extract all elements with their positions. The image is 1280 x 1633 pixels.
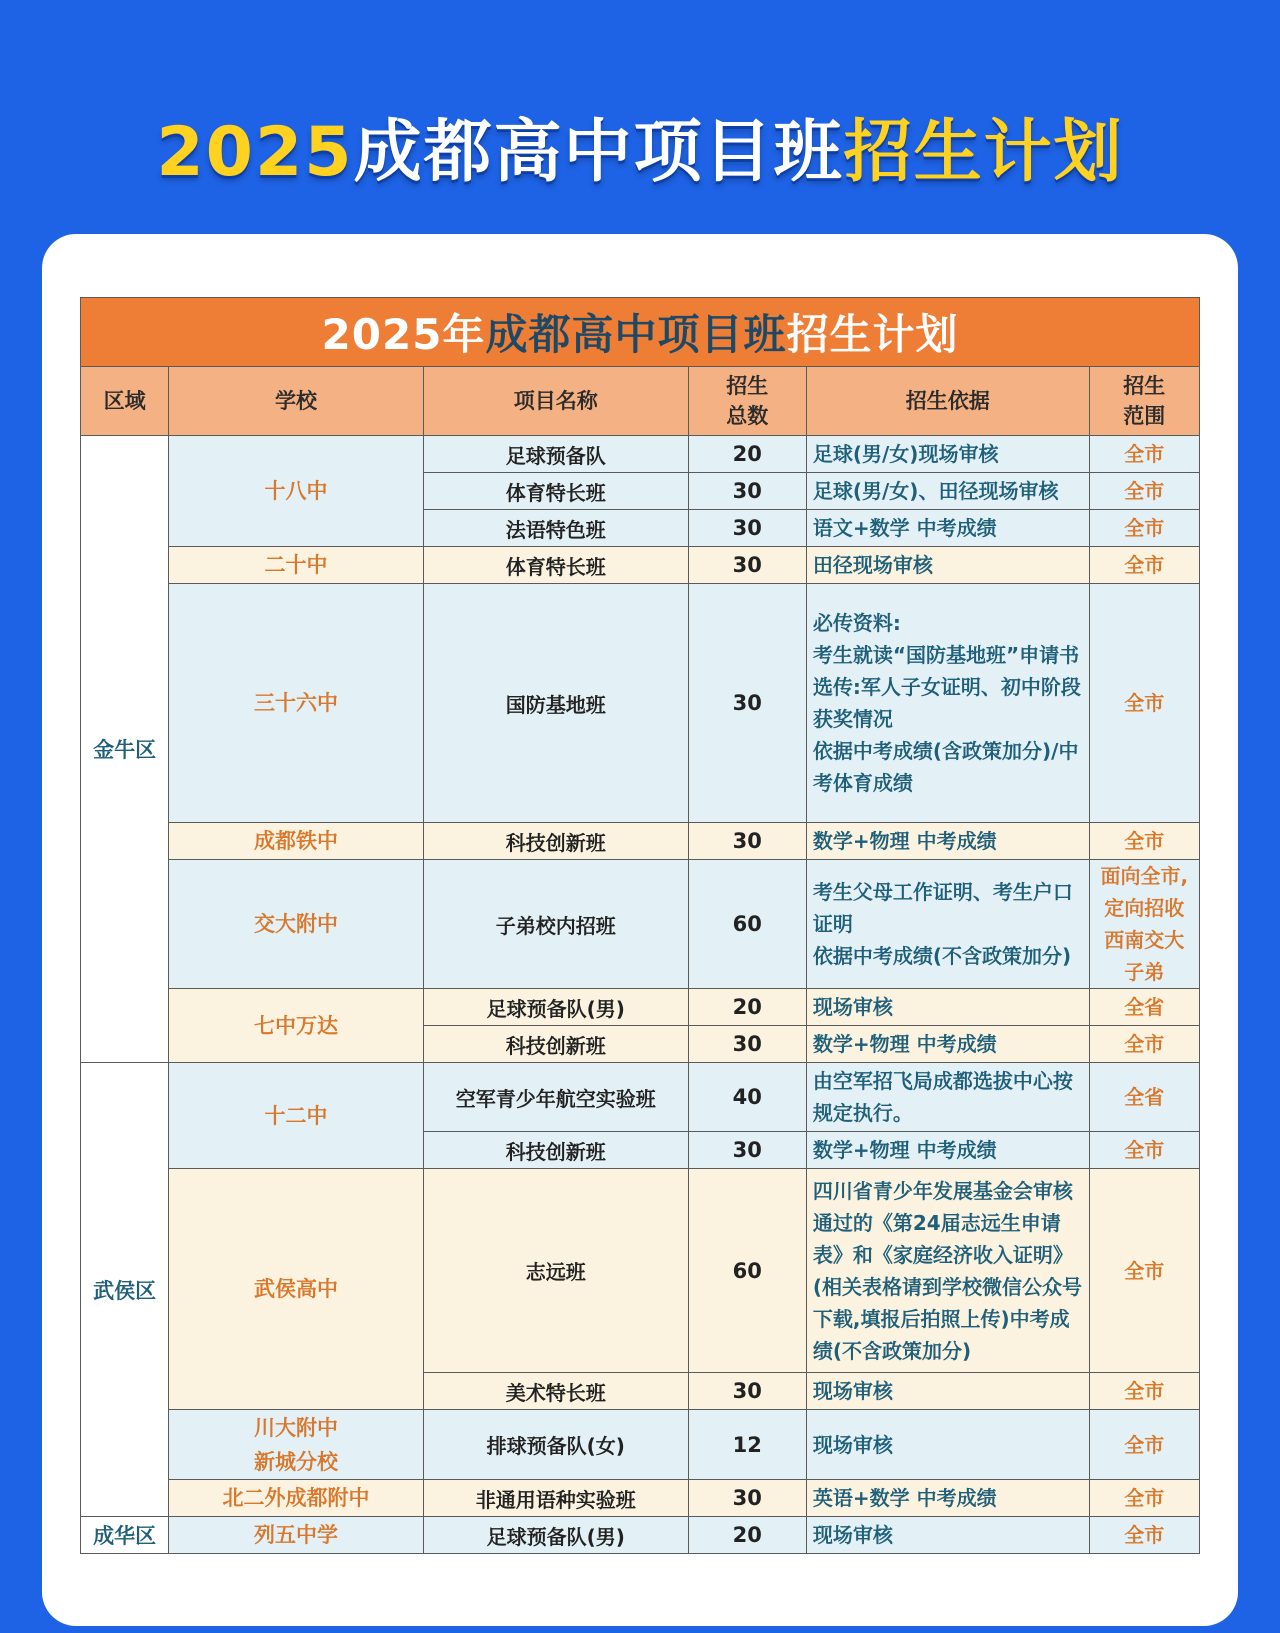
school-cell: 北二外成都附中 [169, 1480, 424, 1517]
basis-cell: 语文+数学 中考成绩 [806, 510, 1089, 547]
count-cell: 30 [688, 1373, 806, 1410]
school-cell: 列五中学 [169, 1517, 424, 1554]
school-cell: 三十六中 [169, 584, 424, 823]
basis-cell: 田径现场审核 [806, 547, 1089, 584]
count-cell: 30 [688, 473, 806, 510]
count-cell: 20 [688, 1517, 806, 1554]
school-cell: 成都铁中 [169, 823, 424, 860]
table-row [81, 860, 1200, 989]
project-cell: 志远班 [423, 1169, 688, 1373]
basis-cell: 由空军招飞局成都选拔中心按规定执行。 [806, 1063, 1089, 1132]
school-cell: 七中万达 [169, 989, 424, 1063]
count-cell: 30 [688, 584, 806, 823]
scope-cell: 全市 [1089, 473, 1199, 510]
count-cell: 60 [688, 1169, 806, 1373]
scope-cell: 全省 [1089, 1063, 1199, 1132]
school-cell: 交大附中 [169, 860, 424, 989]
region-cell: 武侯区 [81, 1063, 169, 1517]
scope-cell: 全市 [1089, 823, 1199, 860]
basis-cell: 现场审核 [806, 989, 1089, 1026]
count-cell: 30 [688, 1026, 806, 1063]
basis-cell: 必传资料: 考生就读“国防基地班”申请书 选传:军人子女证明、初中阶段获奖情况 依据中考成绩(含政策加分)/中考体育成绩 [806, 584, 1089, 823]
basis-cell: 英语+数学 中考成绩 [806, 1480, 1089, 1517]
table-title: 2025年成都高中项目班招生计划 [81, 298, 1200, 367]
count-cell: 30 [688, 823, 806, 860]
scope-cell: 全市 [1089, 1410, 1199, 1480]
project-cell: 足球预备队(男) [423, 1517, 688, 1554]
scope-cell: 全市 [1089, 1373, 1199, 1410]
region-cell: 成华区 [81, 1517, 169, 1554]
scope-cell: 面向全市,定向招收西南交大子弟 [1089, 860, 1199, 989]
project-cell: 体育特长班 [423, 547, 688, 584]
page-title: 2025成都高中项目班招生计划 [156, 113, 1124, 192]
school-cell: 川大附中 新城分校 [169, 1410, 424, 1480]
scope-cell: 全市 [1089, 1517, 1199, 1554]
project-cell: 空军青少年航空实验班 [423, 1063, 688, 1132]
count-cell: 30 [688, 1480, 806, 1517]
basis-cell: 数学+物理 中考成绩 [806, 1132, 1089, 1169]
table-row [81, 436, 1200, 473]
count-cell: 30 [688, 510, 806, 547]
project-cell: 排球预备队(女) [423, 1410, 688, 1480]
table-row [81, 1480, 1200, 1517]
project-cell: 科技创新班 [423, 1026, 688, 1063]
school-cell: 十二中 [169, 1063, 424, 1169]
project-cell: 美术特长班 [423, 1373, 688, 1410]
project-cell: 科技创新班 [423, 823, 688, 860]
basis-cell: 数学+物理 中考成绩 [806, 1026, 1089, 1063]
scope-cell: 全市 [1089, 1169, 1199, 1373]
count-cell: 30 [688, 1132, 806, 1169]
project-cell: 法语特色班 [423, 510, 688, 547]
basis-cell: 四川省青少年发展基金会审核通过的《第24届志远生申请表》和《家庭经济收入证明》(相关表格请到学校微信公众号下载,填报后拍照上传)中考成绩(不含政策加分) [806, 1169, 1089, 1373]
project-cell: 足球预备队(男) [423, 989, 688, 1026]
basis-cell: 现场审核 [806, 1410, 1089, 1480]
count-cell: 20 [688, 436, 806, 473]
project-cell: 科技创新班 [423, 1132, 688, 1169]
project-cell: 足球预备队 [423, 436, 688, 473]
school-cell: 武侯高中 [169, 1169, 424, 1410]
count-cell: 40 [688, 1063, 806, 1132]
scope-cell: 全省 [1089, 989, 1199, 1026]
project-cell: 子弟校内招班 [423, 860, 688, 989]
table-row [81, 1169, 1200, 1373]
scope-cell: 全市 [1089, 436, 1199, 473]
table-row [81, 989, 1200, 1026]
table-row [81, 584, 1200, 823]
table-row [81, 1517, 1200, 1554]
project-cell: 非通用语种实验班 [423, 1480, 688, 1517]
basis-cell: 现场审核 [806, 1517, 1089, 1554]
count-cell: 12 [688, 1410, 806, 1480]
scope-cell: 全市 [1089, 1026, 1199, 1063]
count-cell: 60 [688, 860, 806, 989]
scope-cell: 全市 [1089, 1480, 1199, 1517]
table-row [81, 547, 1200, 584]
table-row [81, 1410, 1200, 1480]
scope-cell: 全市 [1089, 510, 1199, 547]
table-row [81, 823, 1200, 860]
header-count: 招生 总数 [688, 367, 806, 436]
basis-cell: 足球(男/女)现场审核 [806, 436, 1089, 473]
scope-cell: 全市 [1089, 584, 1199, 823]
enrollment-plan-table [80, 297, 1200, 1554]
basis-cell: 数学+物理 中考成绩 [806, 823, 1089, 860]
header-school: 学校 [169, 367, 424, 436]
project-cell: 国防基地班 [423, 584, 688, 823]
header-scope: 招生 范围 [1089, 367, 1199, 436]
header-project: 项目名称 [423, 367, 688, 436]
count-cell: 30 [688, 547, 806, 584]
basis-cell: 考生父母工作证明、考生户口证明 依据中考成绩(不含政策加分) [806, 860, 1089, 989]
header-region: 区域 [81, 367, 169, 436]
table-row [81, 1063, 1200, 1132]
count-cell: 20 [688, 989, 806, 1026]
header-basis: 招生依据 [806, 367, 1089, 436]
basis-cell: 足球(男/女)、田径现场审核 [806, 473, 1089, 510]
project-cell: 体育特长班 [423, 473, 688, 510]
basis-cell: 现场审核 [806, 1373, 1089, 1410]
school-cell: 二十中 [169, 547, 424, 584]
scope-cell: 全市 [1089, 1132, 1199, 1169]
table-header-row [81, 367, 1200, 436]
region-cell: 金牛区 [81, 436, 169, 1063]
scope-cell: 全市 [1089, 547, 1199, 584]
school-cell: 十八中 [169, 436, 424, 547]
